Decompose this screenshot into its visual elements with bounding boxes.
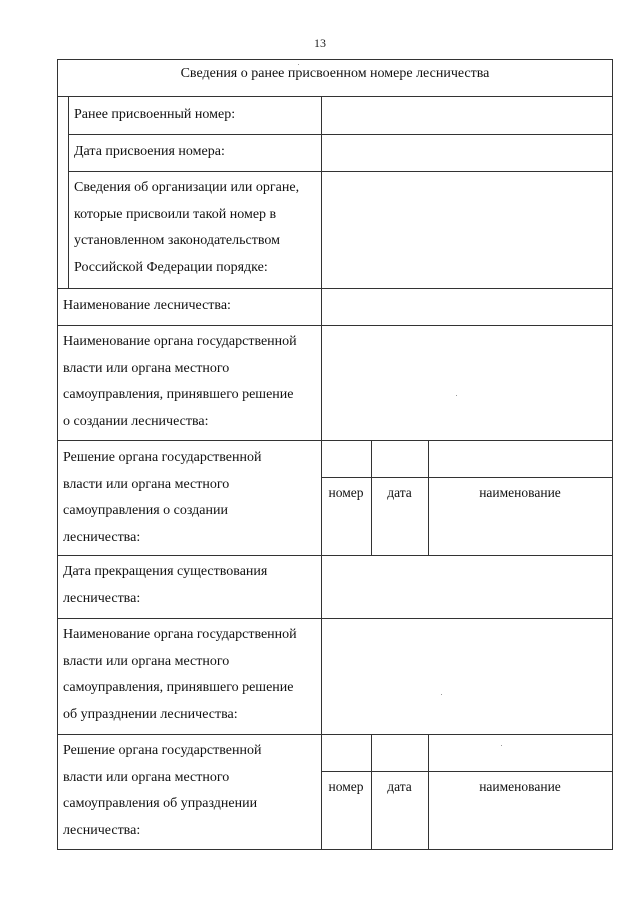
row-divider: [68, 171, 612, 172]
label-line: власти или органа местного: [63, 360, 230, 376]
row-divider: [68, 134, 612, 135]
label-line: лесничества:: [63, 529, 141, 545]
forestry-form-table: [57, 59, 613, 850]
row-divider: [58, 325, 612, 326]
row-divider: [58, 440, 612, 441]
row-divider: [58, 555, 612, 556]
label-line: лесничества:: [63, 590, 141, 606]
column-date-label: дата: [387, 779, 412, 794]
scan-speck: [456, 395, 457, 396]
label-line: Решение органа государственной: [63, 743, 262, 758]
creation-authority-label: [63, 329, 297, 435]
row-divider: [58, 288, 612, 289]
label-line: Наименование органа государственной: [63, 627, 297, 642]
inner-left-border: [68, 96, 69, 288]
label-line: установленном законодательством: [74, 233, 280, 248]
termination-date-label: [63, 559, 267, 612]
label-line: об упразднении лесничества:: [63, 706, 238, 722]
label-line: Решение органа государственной: [63, 450, 262, 465]
scan-speck: [441, 694, 442, 695]
label-line: Российской Федерации порядке:: [74, 259, 268, 275]
column-number-label: номер: [328, 779, 364, 794]
label-value-divider: [321, 96, 322, 849]
column-name-label: наименование: [479, 779, 561, 794]
label-line: Дата прекращения существования: [63, 564, 268, 579]
label-line: самоуправления о создании: [63, 503, 228, 518]
column-number-label: номер: [328, 485, 364, 500]
row-divider: [321, 771, 612, 772]
label-line: самоуправления, принявшего решение: [63, 387, 294, 402]
label-line: которые присвоили такой номер в: [74, 206, 277, 222]
abolition-authority-label: [63, 622, 297, 728]
row-divider: [58, 59, 612, 60]
row-divider: [58, 734, 612, 735]
abolition-decision-label: [63, 738, 261, 844]
assign-date-label: Дата присвоения номера:: [74, 144, 225, 159]
label-line: власти или органа местного: [63, 476, 230, 492]
creation-decision-label: [63, 445, 261, 551]
forestry-name-label: Наименование лесничества:: [63, 298, 231, 313]
label-line: власти или органа местного: [63, 653, 230, 669]
label-line: Сведения об организации или органе,: [74, 180, 300, 195]
label-line: самоуправления, принявшего решение: [63, 680, 294, 695]
column-date-label: дата: [387, 485, 412, 500]
section-header: Сведения о ранее присвоенном номере лесничества: [180, 66, 490, 81]
row-divider: [321, 477, 612, 478]
scan-speck: [298, 64, 299, 65]
label-line: власти или органа местного: [63, 769, 230, 785]
org-info-label: [74, 175, 299, 281]
prev-number-label: Ранее присвоенный номер:: [74, 107, 236, 122]
label-line: Наименование органа государственной: [63, 334, 297, 349]
page-number: 13: [314, 36, 326, 50]
row-divider: [58, 96, 612, 97]
label-line: лесничества:: [63, 822, 141, 838]
label-line: о создании лесничества:: [63, 413, 209, 429]
column-name-label: наименование: [479, 485, 561, 500]
scan-speck: [501, 745, 502, 746]
row-divider: [58, 849, 612, 850]
label-line: самоуправления об упразднении: [63, 796, 258, 811]
row-divider: [58, 618, 612, 619]
